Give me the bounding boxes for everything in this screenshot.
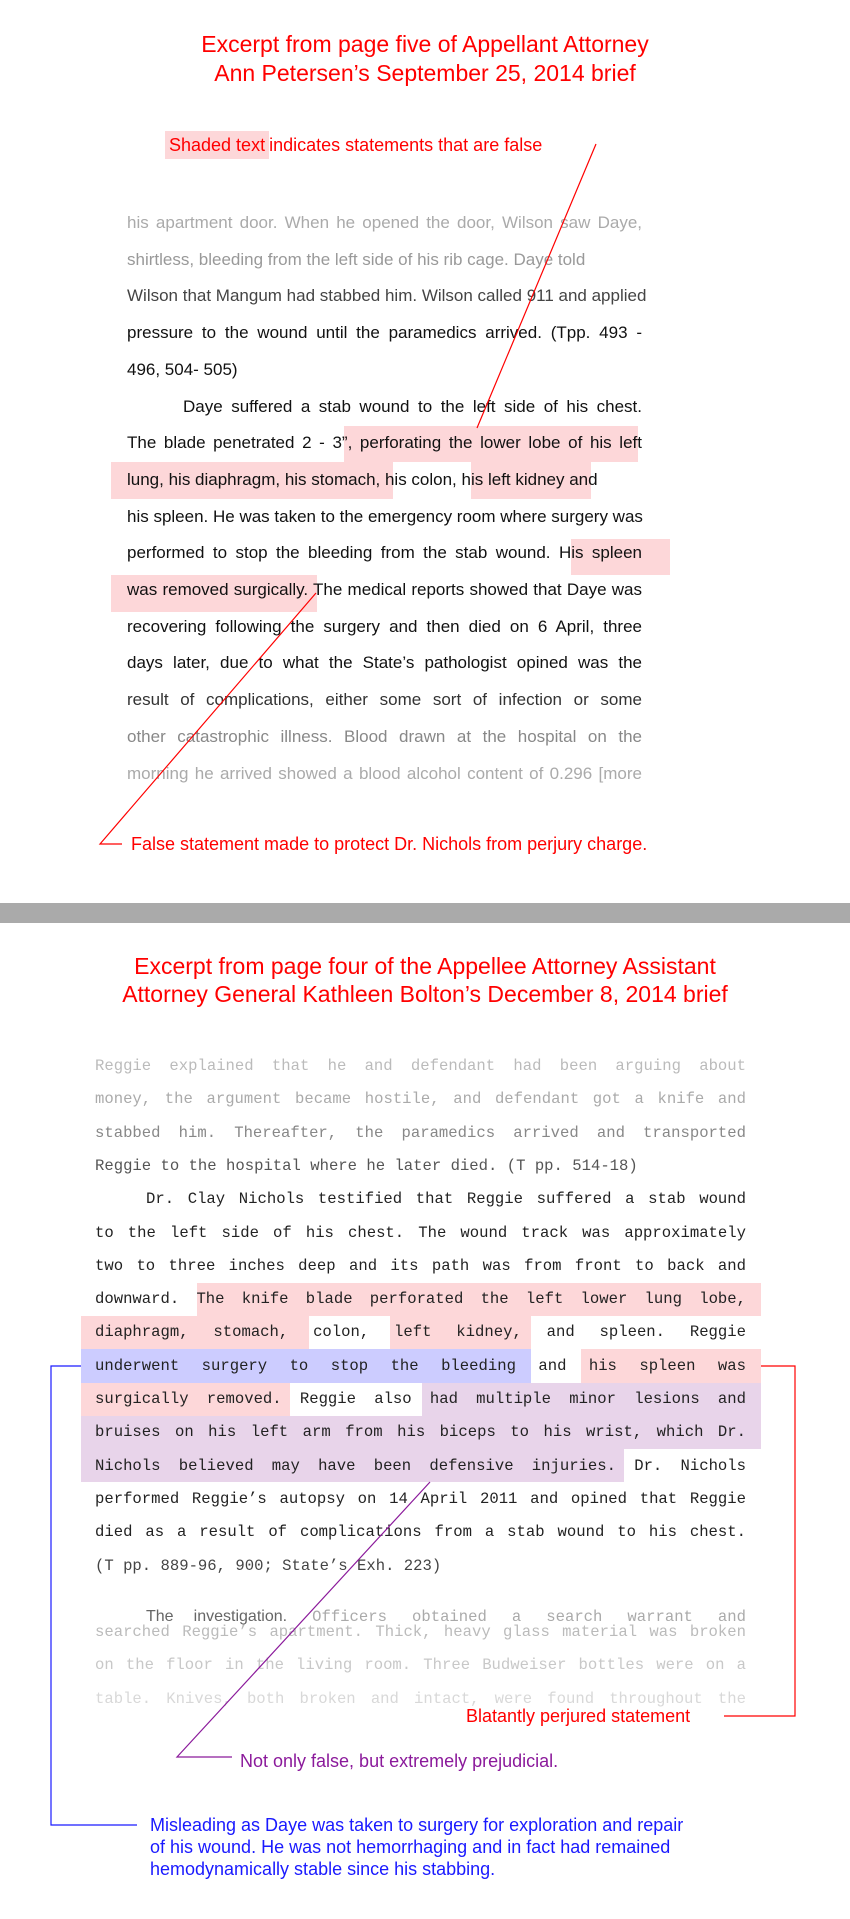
brief-line: The blade penetrated 2 - 3”, perforating the lower lobe of his left <box>127 433 642 453</box>
brief-line: 496, 504- 505) <box>127 359 238 379</box>
brief-line: Reggie explained that he and defendant had been arguing about <box>95 1057 746 1075</box>
brief-line: performed Reggie’s autopsy on 14 April 2011 and opined that Reggie <box>95 1489 746 1508</box>
brief-line: Wilson that Mangum had stabbed him. Wilson called 911 and applied <box>127 286 647 306</box>
bottom-title-line-1: Excerpt from page four of the Appellee Attorney Assistant <box>134 953 716 979</box>
investigation-heading: The investigation. <box>146 1608 288 1625</box>
brief-line: bruises on his left arm from his biceps to his wrist, which Dr. <box>95 1423 746 1442</box>
top-title-line-2: Ann Petersen’s September 25, 2014 brief <box>214 60 636 86</box>
brief-line: Dr. Clay Nichols testified that Reggie suffered a stab wound <box>146 1190 746 1209</box>
brief-line: Nichols believed may have been defensive injuries. Dr. Nichols <box>95 1456 746 1475</box>
brief-line: pressure to the wound until the paramedics arrived. (Tpp. 493 - <box>127 323 642 343</box>
brief-line: money, the argument became hostile, and defendant got a knife and <box>95 1090 746 1109</box>
perjured-annotation: Blatantly perjured statement <box>466 1706 691 1726</box>
legend-text: indicates statements that are false <box>269 135 543 155</box>
brief-line: other catastrophic illness. Blood drawn at the hospital on the <box>127 726 642 746</box>
brief-line: performed to stop the bleeding from the stab wound. His spleen <box>127 543 642 563</box>
brief-line: surgically removed. Reggie also had multiple minor lesions and <box>95 1390 746 1408</box>
brief-line: table. Knives, both broken and intact, were found throughout the <box>95 1689 746 1708</box>
top-annotation: False statement made to protect Dr. Nichols from perjury charge. <box>131 834 648 854</box>
brief-line: days later, due to what the State’s pathologist opined was the <box>127 653 642 673</box>
top-title-line-1: Excerpt from page five of Appellant Attorney <box>201 31 649 57</box>
misleading-annotation-line-2: of his wound. He was not hemorrhaging and in fact had remained <box>150 1837 671 1857</box>
connector-line-red <box>100 593 316 844</box>
brief-line: on the floor in the living room. Three Budweiser bottles were on a <box>95 1656 746 1675</box>
brief-line: to the left side of his chest. The wound track was approximately <box>95 1223 746 1242</box>
brief-line: (T pp. 889-96, 900; State’s Exh. 223) <box>95 1556 442 1575</box>
brief-line: morning he arrived showed a blood alcohol content of 0.296 [more <box>127 763 642 783</box>
brief-line: Reggie to the hospital where he later died. (T pp. 514-18) <box>95 1156 638 1175</box>
brief-line: recovering following the surgery and then died on 6 April, three <box>127 616 642 636</box>
brief-line: died as a result of complications from a stab wound to his chest. <box>95 1523 746 1542</box>
misleading-annotation-line-3: hemodynamically stable since his stabbing. <box>150 1859 496 1879</box>
misleading-annotation-line-1: Misleading as Daye was taken to surgery for exploration and repair <box>150 1815 684 1835</box>
prejudicial-annotation: Not only false, but extremely prejudicial. <box>240 1751 559 1771</box>
bottom-title-line-2: Attorney General Kathleen Bolton’s December 8, 2014 brief <box>122 981 728 1007</box>
brief-line: shirtless, bleeding from the left side of his rib cage. Daye told <box>127 249 586 269</box>
connector-line-purple <box>177 1482 430 1757</box>
legend-shaded-sample: Shaded text <box>165 131 269 159</box>
connector-line-blue <box>51 1366 137 1825</box>
brief-line: his spleen. He was taken to the emergency room where surgery was <box>127 506 643 526</box>
connector-line-red <box>724 1366 795 1716</box>
brief-line: downward. The knife blade perforated the left lower lung lobe, <box>95 1290 746 1309</box>
brief-line: stabbed him. Thereafter, the paramedics arrived and transported <box>95 1123 746 1142</box>
brief-line: two to three inches deep and its path was from front to back and <box>95 1256 746 1275</box>
connector-line-red <box>477 144 596 428</box>
brief-line: was removed surgically. The medical reports showed that Daye was <box>127 580 642 599</box>
brief-line: his apartment door. When he opened the door, Wilson saw Daye, <box>127 213 642 232</box>
brief-line: underwent surgery to stop the bleeding and his spleen was <box>95 1356 746 1375</box>
brief-line: Daye suffered a stab wound to the left side of his chest. <box>183 396 642 416</box>
brief-line: searched Reggie’s apartment. Thick, heavy glass material was broken <box>95 1623 746 1642</box>
investigation-text: Officers obtained a search warrant and <box>312 1608 747 1626</box>
brief-line: diaphragm, stomach, colon, left kidney, and spleen. Reggie <box>95 1323 746 1342</box>
brief-line: result of complications, either some sort of infection or some <box>127 690 642 710</box>
brief-line: lung, his diaphragm, his stomach, his colon, his left kidney and <box>127 469 598 489</box>
